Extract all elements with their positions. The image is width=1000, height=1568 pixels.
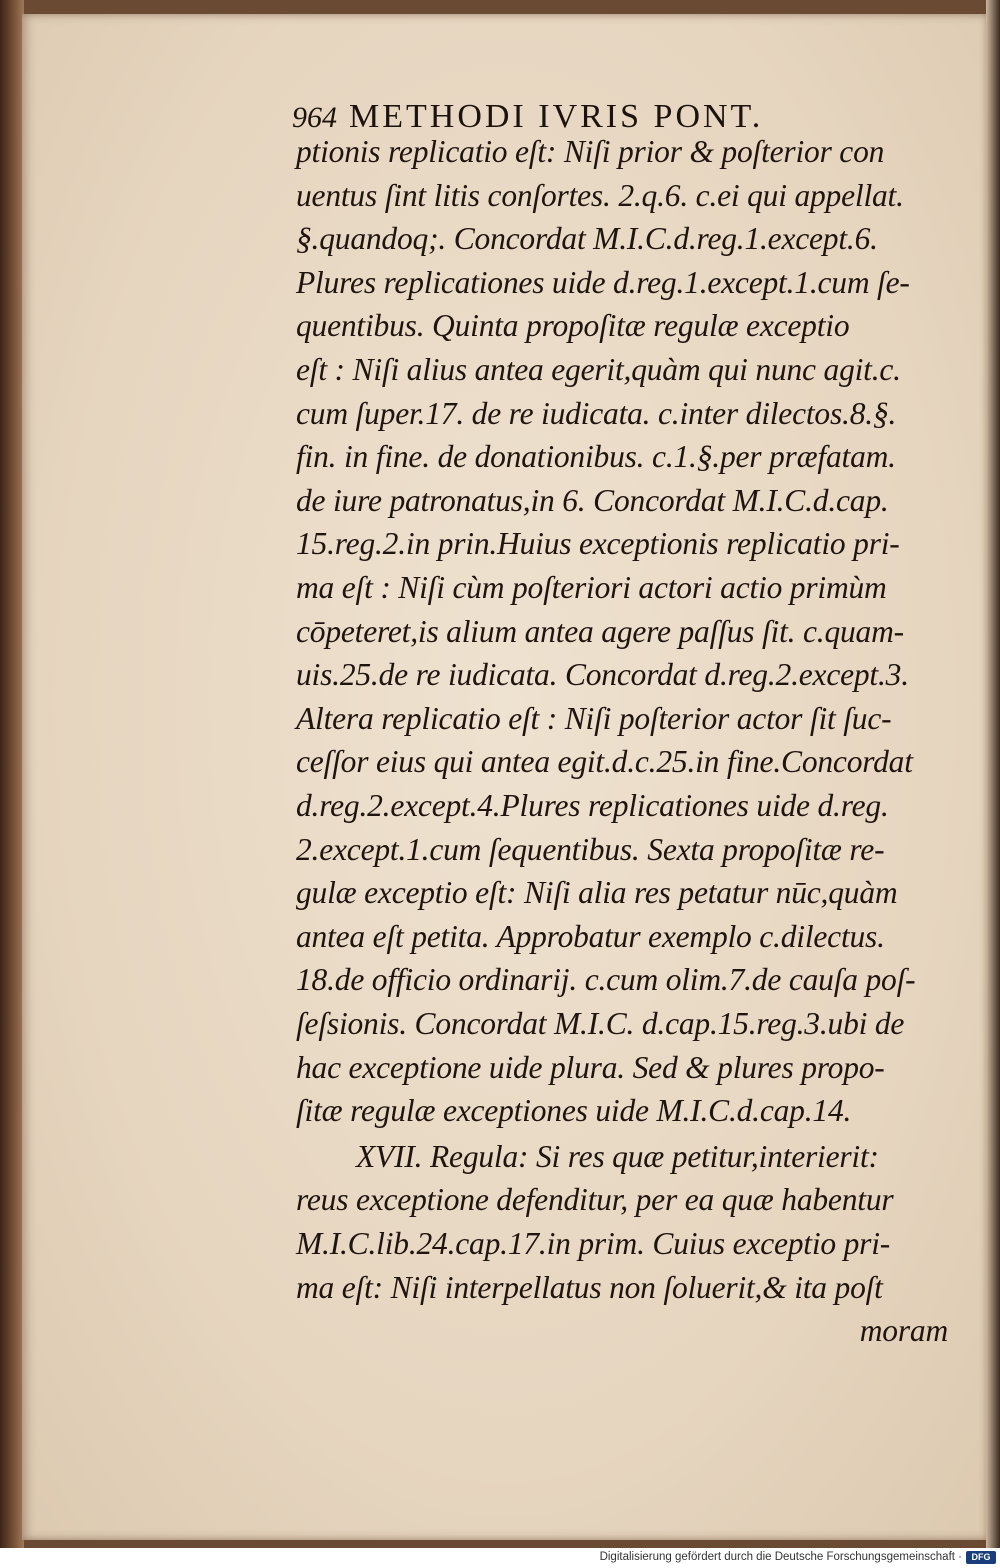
text-line: ptionis replicatio eſt: Niſi prior & poſterior con — [296, 134, 885, 169]
footer — [0, 1548, 1000, 1568]
text-line: ceſſor eius qui antea egit.d.c.25.in fine.Concordat — [296, 744, 913, 780]
text-line: 18.de officio ordinarij. c.cum olim.7.de cauſa poſ- — [296, 962, 916, 998]
text-line: reus exceptione defenditur, per ea quæ habentur — [296, 1182, 894, 1218]
text-line: 15.reg.2.in prin.Huius exceptionis replicatio pri- — [296, 526, 900, 562]
text-line: M.I.C.lib.24.cap.17.in prim. Cuius exceptio pri- — [296, 1226, 891, 1261]
text-line: ſeſsionis. Concordat M.I.C. d.cap.15.reg.3.ubi de — [296, 1006, 905, 1041]
text-line: fin. in fine. de donationibus. c.1.§.per præfatam. — [296, 439, 896, 475]
text-line: §.quandoq;. Concordat M.I.C.d.reg.1.except.6. — [296, 221, 878, 257]
page-number: 964 — [292, 101, 337, 134]
catchword: moram — [859, 1313, 948, 1349]
text-line: ſitæ regulæ exceptiones uide M.I.C.d.cap.14. — [296, 1093, 852, 1129]
text-line: de iure patronatus,in 6. Concordat M.I.C.d.cap. — [296, 482, 889, 518]
text-line: Altera replicatio eſt : Niſi poſterior actor ſit ſuc- — [296, 700, 892, 736]
text-line: 2.except.1.cum ſequentibus. Sexta propoſitæ re- — [296, 831, 885, 867]
running-title: METHODI IVRIS PONT. — [349, 98, 764, 135]
text-line: gulæ exceptio eſt: Niſi alia res petatur nūc,quàm — [296, 875, 898, 911]
text-line: cum ſuper.17. de re iudicata. c.inter dilectos.8.§. — [296, 395, 897, 431]
text-line: cōpeteret,is alium antea agere paſſus ſit. c.quam- — [296, 613, 904, 649]
running-head — [292, 98, 763, 136]
text-line: antea eſt petita. Approbatur exemplo c.dilectus. — [296, 918, 885, 954]
page-edge — [986, 0, 1000, 1548]
text-line: Plures replicationes uide d.reg.1.except.1.cum ſe- — [296, 264, 910, 300]
dfg-credit: Digitalisierung gefördert durch die Deutsche Forschungsgemeinschaft · — [599, 1551, 962, 1563]
text-line: uis.25.de re iudicata. Concordat d.reg.2.except.3. — [296, 657, 909, 693]
dfg-logo: DFG — [966, 1551, 996, 1564]
text-line: quentibus. Quinta propoſitæ regulæ exceptio — [296, 308, 850, 344]
text-line: d.reg.2.except.4.Plures replicationes uide d.reg. — [296, 788, 889, 823]
spine-edge — [0, 0, 24, 1548]
text-line: ma eſt: Niſi interpellatus non ſoluerit,& ita poſt — [296, 1269, 883, 1305]
text-line: eſt : Niſi alius antea egerit,quàm qui nunc agit.c. — [296, 352, 901, 387]
text-line: uentus ſint litis conſortes. 2.q.6. c.ei qui appellat. — [296, 177, 904, 213]
rule-heading-line: XVII. Regula: Si res quæ petitur,interierit: — [356, 1138, 879, 1174]
text-line: ma eſt : Niſi cùm poſteriori actori actio primùm — [296, 570, 887, 605]
text-line: hac exceptione uide plura. Sed & plures propo- — [296, 1049, 885, 1085]
